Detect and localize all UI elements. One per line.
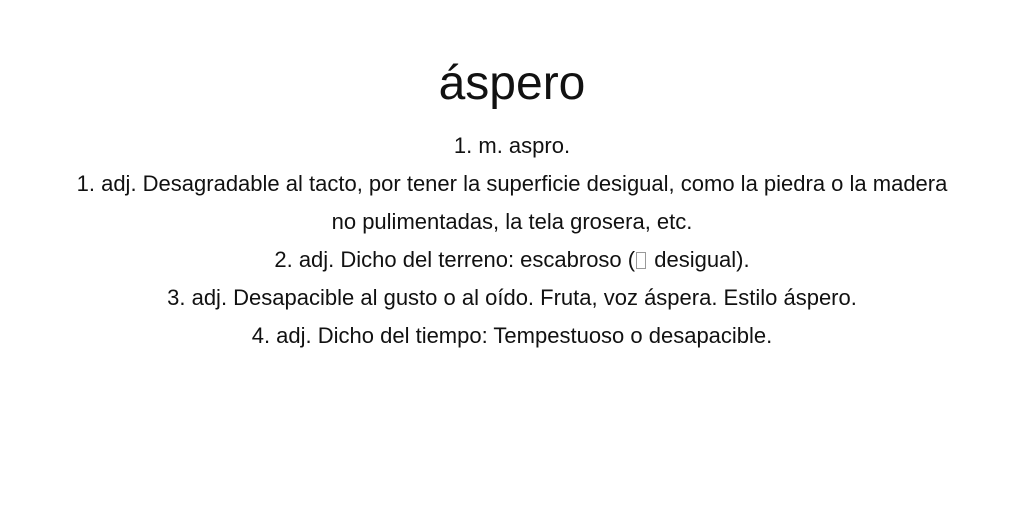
- definition-item: 1. m. aspro.: [453, 133, 571, 158]
- definition-item: 4. adj. Dicho del tiempo: Tempestuoso o desapacible.: [251, 323, 773, 348]
- missing-glyph-icon: [636, 252, 646, 269]
- definition-list: [72, 127, 952, 355]
- headword: áspero: [438, 57, 586, 110]
- definition-item: 3. adj. Desapacible al gusto o al oído. Fruta, voz áspera. Estilo áspero.: [167, 285, 857, 310]
- definition-item: [72, 241, 952, 279]
- definition-item: 1. adj. Desagradable al tacto, por tener la superficie desigual, como la piedra o la madera no pulimentadas, la tela grosera, etc.: [76, 171, 948, 234]
- definition-text: desigual).: [648, 247, 750, 272]
- definition-text: 2. adj. Dicho del terreno: escabroso (: [274, 247, 636, 272]
